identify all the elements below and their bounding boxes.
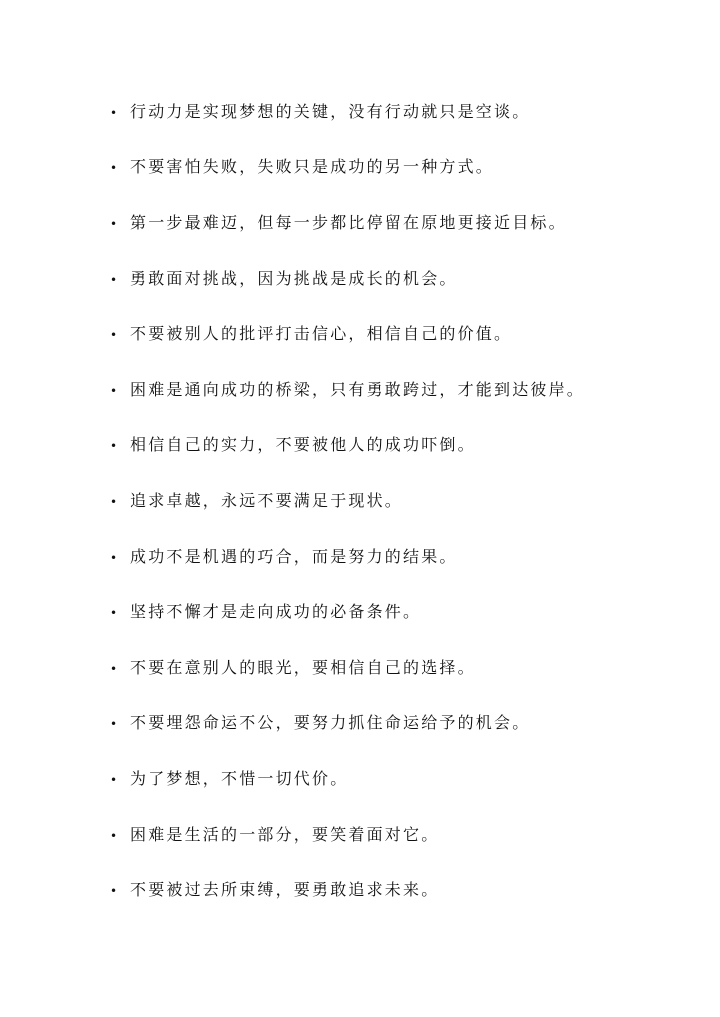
- list-item-text: 追求卓越，永远不要满足于现状。: [130, 490, 404, 510]
- bullet-icon: •: [110, 550, 120, 565]
- bullet-icon: •: [110, 161, 120, 176]
- list-item: [110, 751, 690, 807]
- list-item: [110, 195, 690, 251]
- list-item-text: 相信自己的实力，不要被他人的成功吓倒。: [130, 435, 476, 455]
- list-item-text: 坚持不懈才是走向成功的必备条件。: [130, 602, 422, 622]
- quote-list: [110, 84, 690, 918]
- list-item: [110, 251, 690, 307]
- list-item: [110, 362, 690, 418]
- list-item: [110, 696, 690, 752]
- list-item-text: 勇敢面对挑战，因为挑战是成长的机会。: [130, 268, 458, 288]
- bullet-icon: •: [110, 216, 120, 231]
- list-item-text: 困难是生活的一部分，要笑着面对它。: [130, 824, 440, 844]
- list-item: [110, 306, 690, 362]
- list-item-text: 困难是通向成功的桥梁，只有勇敢跨过，才能到达彼岸。: [130, 379, 586, 399]
- list-item: [110, 584, 690, 640]
- list-item-text: 成功不是机遇的巧合，而是努力的结果。: [130, 546, 458, 566]
- bullet-icon: •: [110, 383, 120, 398]
- bullet-icon: •: [110, 772, 120, 787]
- bullet-icon: •: [110, 884, 120, 899]
- bullet-icon: •: [110, 828, 120, 843]
- list-item-text: 为了梦想，不惜一切代价。: [130, 768, 349, 788]
- list-item: [110, 640, 690, 696]
- list-item-text: 不要害怕失败，失败只是成功的另一种方式。: [130, 157, 495, 177]
- list-item-text: 行动力是实现梦想的关键，没有行动就只是空谈。: [130, 101, 531, 121]
- list-item-text: 第一步最难迈，但每一步都比停留在原地更接近目标。: [130, 212, 567, 232]
- list-item: [110, 140, 690, 196]
- bullet-icon: •: [110, 661, 120, 676]
- list-item: [110, 807, 690, 863]
- list-item-text: 不要埋怨命运不公，要努力抓住命运给予的机会。: [130, 713, 531, 733]
- bullet-icon: •: [110, 439, 120, 454]
- bullet-icon: •: [110, 494, 120, 509]
- list-item: [110, 529, 690, 585]
- list-item: [110, 473, 690, 529]
- bullet-icon: •: [110, 606, 120, 621]
- list-item-text: 不要被别人的批评打击信心，相信自己的价值。: [130, 324, 513, 344]
- bullet-icon: •: [110, 328, 120, 343]
- bullet-icon: •: [110, 272, 120, 287]
- bullet-icon: •: [110, 105, 120, 120]
- list-item: [110, 84, 690, 140]
- list-item: [110, 862, 690, 918]
- list-item: [110, 418, 690, 474]
- list-item-text: 不要被过去所束缚，要勇敢追求未来。: [130, 880, 440, 900]
- list-item-text: 不要在意别人的眼光，要相信自己的选择。: [130, 657, 476, 677]
- bullet-icon: •: [110, 717, 120, 732]
